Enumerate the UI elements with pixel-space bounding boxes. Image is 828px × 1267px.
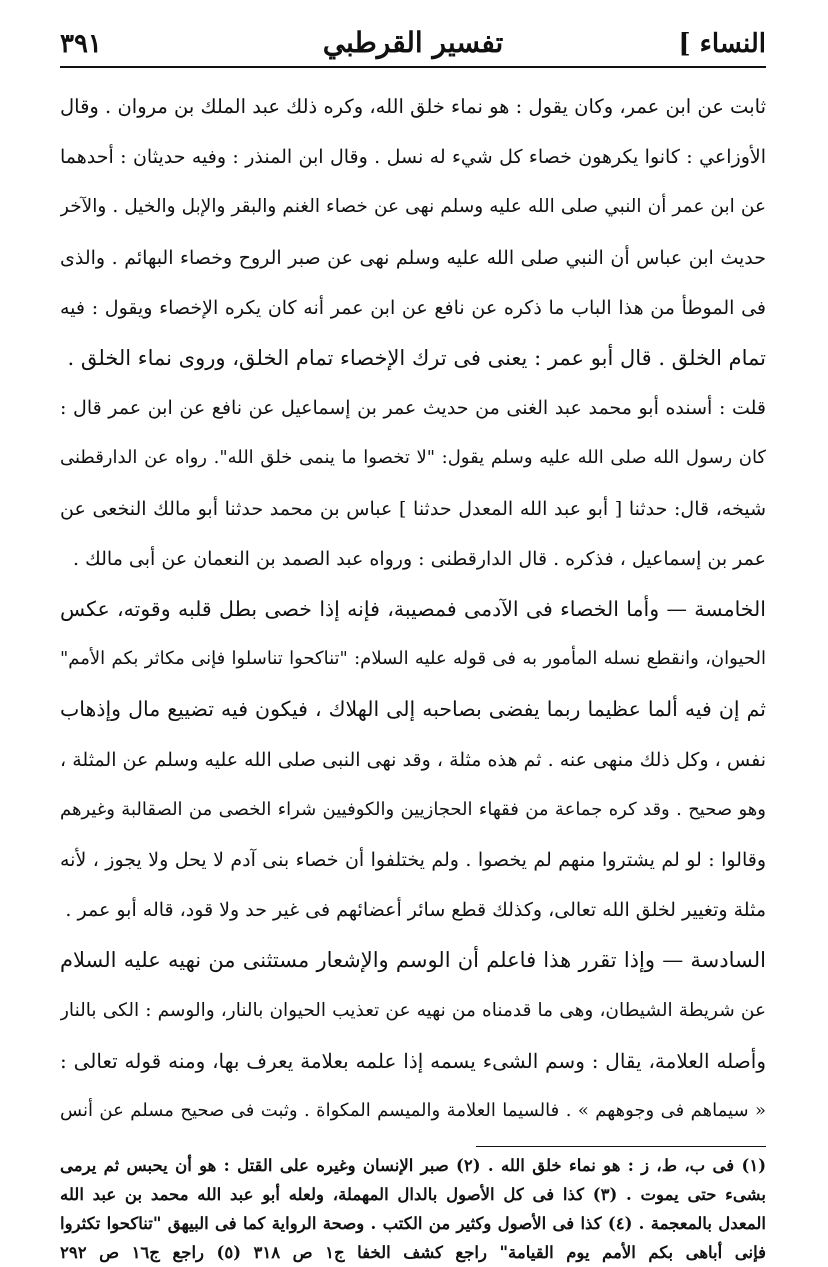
text-line: حديث ابن عباس أن النبي صلى الله عليه وسلم نهى عن صبر الروح وخصاء البهائم . والذى	[60, 246, 766, 269]
text-line: تمام الخلق . قال أبو عمر : يعنى فى ترك الإخصاء تمام الخلق، وروى نماء الخلق .	[67, 346, 766, 371]
text-line: عن شريطة الشيطان، وهى ما قدمناه من نهيه عن تعذيب الحيوان بالنار، والوسم : الكى بالنار	[60, 999, 766, 1021]
text-line: وقالوا : لو لم يشتروا منهم لم يخصوا . ولم يختلفوا أن خصاء بنى آدم لا يحل ولا يجوز ، لأنه	[60, 849, 766, 872]
surah-title: النساء ]	[678, 29, 766, 59]
page-number: ٣٩١	[60, 29, 102, 59]
text-line: عمر بن إسماعيل ، فذكره . قال الدارقطنى : ورواه عبد الصمد بن النعمان عن أبى مالك .	[73, 547, 766, 570]
footnote-line: فإنى أباهى بكم الأمم يوم القيامة" راجع كشف الخفا ج١ ص ٣١٨ (٥) راجع ج١٦ ص ٢٩٢	[60, 1243, 766, 1263]
text-line: الحيوان، وانقطع نسله المأمور به فى قوله عليه السلام: "تناكحوا تناسلوا فإنى مكاثر بكم الأمم"	[60, 648, 766, 670]
footnote-line: المعدل بالمعجمة . (٤) كذا فى الأصول وكثير من الكتب . وصحة الرواية كما فى البيهق "تناكحوا تكثروا	[60, 1214, 766, 1234]
text-line: وهو صحيح . وقد كره جماعة من فقهاء الحجازيين والكوفيين شراء الخصى من الصقالبة وغيرهم	[60, 798, 766, 820]
text-line: كان رسول الله صلى الله عليه وسلم يقول: "لا تخصوا ما ينمى خلق الله". رواه عن الدارقطنى	[60, 447, 766, 469]
footnote-line: بشىء حتى يموت . (٣) كذا فى كل الأصول بالدال المهملة، ولعله أبو عبد الله محمد بن عبد الله	[60, 1185, 766, 1205]
text-line: عن ابن عمر أن النبي صلى الله عليه وسلم نهى عن خصاء الغنم والبقر والإبل والخيل . والآخر	[60, 196, 766, 218]
text-line: فى الموطأ من هذا الباب ما ذكره عن نافع عن ابن عمر أنه كان يكره الإخصاء ويقول : فيه	[60, 296, 766, 319]
main-text	[60, 82, 766, 1136]
text-line: ثابت عن ابن عمر، وكان يقول : هو نماء خلق الله، وكره ذلك عبد الملك بن مروان . وقال	[60, 95, 766, 118]
text-line: الخامسة — وأما الخصاء فى الآدمى فمصيبة، فإنه إذا خصى بطل قلبه وقوته، عكس	[60, 597, 766, 622]
text-line: قلت : أسنده أبو محمد عبد الغنى من حديث عمر بن إسماعيل عن نافع عن ابن عمر قال :	[60, 397, 766, 420]
text-line: ثم إن فيه ألما عظيما ربما يفضى بصاحبه إلى الهلاك ، فيكون فيه تضييع مال وإذهاب	[60, 697, 766, 722]
book-page	[60, 22, 766, 1263]
text-line: وأصله العلامة، يقال : وسم الشىء يسمه إذا علمه بعلامة يعرف بها، ومنه قوله تعالى :	[60, 1048, 766, 1073]
text-line: شيخه، قال: حدثنا [ أبو عبد الله المعدل حدثنا ] عباس بن محمد حدثنا أبو مالك النخعى عن	[60, 497, 766, 520]
footnote-line: (١) فى ب، ط، ز : هو نماء خلق الله . (٢) صبر الإنسان وغيره على القتل : هو أن يحبس ثم يرمى	[60, 1156, 766, 1176]
text-line: الأوزاعي : كانوا يكرهون خصاء كل شيء له نسل . وقال ابن المنذر : وفيه حديثان : أحدهما	[60, 146, 766, 169]
text-line: نفس ، وكل ذلك منهى عنه . ثم هذه مثلة ، وقد نهى النبى صلى الله عليه وسلم عن المثلة ،	[60, 748, 766, 771]
text-line: السادسة — وإذا تقرر هذا فاعلم أن الوسم والإشعار مستثنى من نهيه عليه السلام	[60, 948, 766, 973]
book-title: تفسير القرطبي	[322, 26, 504, 59]
text-line: « سيماهم فى وجوههم » . فالسيما العلامة والميسم المكواة . وثبت فى صحيح مسلم عن أنس	[60, 1100, 766, 1122]
footnote-separator	[476, 1146, 766, 1147]
page-header	[60, 22, 766, 68]
text-line: مثلة وتغيير لخلق الله تعالى، وكذلك قطع سائر أعضائهم فى غير حد ولا قود، قاله أبو عمر .	[65, 899, 766, 922]
